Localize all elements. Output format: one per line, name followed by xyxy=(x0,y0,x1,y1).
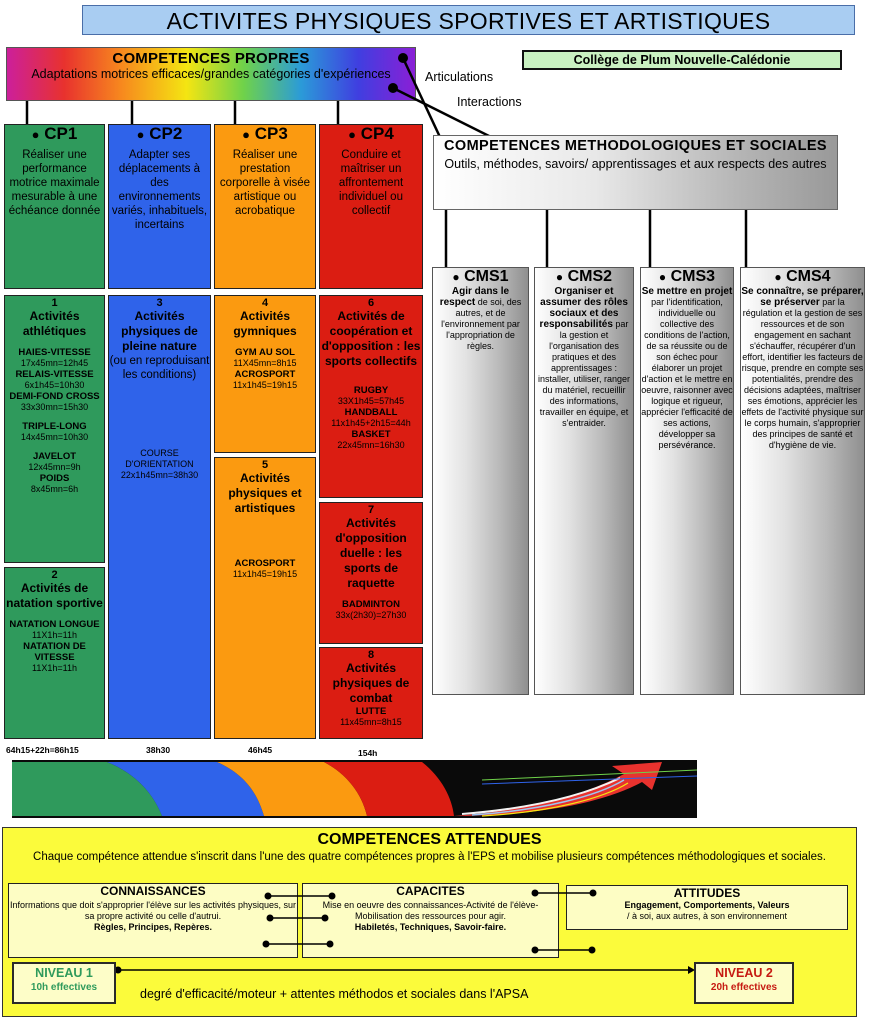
interactions-label: Interactions xyxy=(457,95,522,109)
niveau-2-title: NIVEAU 2 xyxy=(715,966,773,980)
attendues-title: COMPETENCES ATTENDUES xyxy=(317,831,542,848)
cms3-text: par l'identification, individuelle ou collective des conditions de l'action, de sa réussite ou de son échec pour élaborer un projet d'action et le mettre en oeuvre, raisonner avec logique et rigueur, apprécier l'efficacité de ses actions, développer sa persévérance. xyxy=(641,297,733,450)
cms1-code: CMS1 xyxy=(464,268,509,285)
cms-banner-subtitle: Outils, méthodes, savoirs/ apprentissages et aux respects des autres xyxy=(444,157,827,171)
degre-text: degré d'efficacité/moteur + attentes méthodos et sociales dans l'APSA xyxy=(140,987,529,1001)
cms3-bold: Se mettre en projet xyxy=(641,286,733,297)
cms-banner-title: COMPETENCES METHODOLOGIQUES ET SOCIALES xyxy=(444,138,827,154)
articulations-label: Articulations xyxy=(425,70,494,84)
cp1-box: ● CP1 Réaliser une performance motrice maximale mesurable à une échéance donnée xyxy=(4,124,105,289)
cms2-text: par la gestion et l'organisation des pratiques et des apprentissages : installer, utiliser, ranger du matériel, recueillir des informations, travailler en équipe, et s'entraider. xyxy=(537,319,631,428)
sport-name: ACROSPORT xyxy=(234,369,296,380)
sport-hours: 33x30mn=15h30 xyxy=(20,402,89,412)
sport-hours: 22x45mn=16h30 xyxy=(337,440,405,450)
cms4-box: ● CMS4 Se connaître, se préparer, se préserver par la régulation et la gestion de ses ressources et de son engagement en sachant s'échauffer, récupérer d'un effort, identifier les facteurs de risque, prendre en compte ses potentialités, prendre des décisions adaptées, maîtriser ses émotions, apprécier les effets de l'activité physique sur le corps humain, s'approprier des principes de santé et d'hygiène de vie. xyxy=(740,267,865,695)
attitudes-bold: Engagement, Comportements, Valeurs xyxy=(624,900,790,910)
activity-2-name: Activités de natation sportive xyxy=(6,581,103,610)
activity-3-name: Activités physiques de pleine nature xyxy=(121,309,198,353)
sport-hours: 11x1h45+2h15=44h xyxy=(331,418,411,428)
capacites-text: Mise en oeuvre des connaissances-Activité de l'élève-Mobilisation des ressources pour agir. xyxy=(322,900,539,921)
niveau-2-box xyxy=(694,962,794,1004)
sport-hours: 14x45mn=10h30 xyxy=(20,432,89,442)
cp2-box: ● CP2 Adapter ses déplacements à des environnements variés, inhabituels, incertains xyxy=(108,124,211,289)
total-cp1: 64h15+22h=86h15 xyxy=(6,745,79,755)
sport-hours: 11X1h=11h xyxy=(32,663,77,673)
activity-2-num: 2 xyxy=(51,569,58,581)
niveau-1-title: NIVEAU 1 xyxy=(35,966,93,980)
capacites-bold: Habiletés, Techniques, Savoir-faire. xyxy=(354,922,507,932)
sport-hours: 11x1h45=19h15 xyxy=(232,380,298,390)
sport-hours: 11x45mn=8h15 xyxy=(340,717,402,727)
sport-hours: 12x45mn=9h xyxy=(28,462,81,472)
cms4-text: par la régulation et la gestion de ses ressources et de son engagement en sachant s'échauffer, récupérer d'un effort, identifier les facteurs de risque, prendre en compte ses potentialités, prendre des décisions adaptées, maîtriser ses émotions, apprécier les effets de l'activité physique sur le corps humain, s'approprier des principes de santé et d'hygiène de vie. xyxy=(741,297,864,450)
sport-name: COURSE D'ORIENTATION xyxy=(125,448,194,469)
activity-8-name: Activités physiques de combat xyxy=(332,661,410,705)
activity-3-note: (ou en reproduisant les conditions) xyxy=(109,355,210,381)
sport-hours: 11X1h=11h xyxy=(32,630,77,640)
activity-5-num: 5 xyxy=(261,459,269,471)
sport-hours: 8x45mn=6h xyxy=(30,484,79,494)
activity-8-num: 8 xyxy=(367,649,375,661)
total-cp3: 46h45 xyxy=(248,745,273,755)
capacites-title: CAPACITES xyxy=(396,884,465,898)
connaissances-title: CONNAISSANCES xyxy=(100,884,206,898)
cp-banner-subtitle: Adaptations motrices efficaces/grandes catégories d'expériences xyxy=(31,67,391,81)
cp3-box: ● CP3 Réaliser une prestation corporelle à visée artistique ou acrobatique xyxy=(214,124,316,289)
niveau-1-hours: 10h effectives xyxy=(30,982,98,993)
cp1-code: CP1 xyxy=(44,124,78,143)
sport-hours: 11x1h45=19h15 xyxy=(232,569,298,579)
activity-4-num: 4 xyxy=(261,297,269,309)
cms3-box: ● CMS3 Se mettre en projet par l'identification, individuelle ou collective des conditions de l'action, de sa réussite ou de son échec pour élaborer un projet d'action et le mettre en oeuvre, raisonner avec logique et rigueur, apprécier l'efficacité de ses actions, développer sa persévérance. xyxy=(640,267,734,695)
sport-name: POIDS xyxy=(39,473,70,484)
attendues-subtitle: Chaque compétence attendue s'inscrit dans l'une des quatre compétences propres à l'EPS et mobilise plusieurs compétences méthodologiques et sociales. xyxy=(33,851,826,863)
cms1-text: de soi, des autres, et de l'environnement par l'appropriation de règles. xyxy=(441,297,522,351)
page-title: ACTIVITES PHYSIQUES SPORTIVES ET ARTISTIQUES xyxy=(82,5,855,35)
activity-7-num: 7 xyxy=(367,504,375,516)
connaissances-bold: Règles, Principes, Repères. xyxy=(93,922,213,932)
sport-name: DEMI-FOND CROSS xyxy=(9,391,100,402)
attitudes-text: / à soi, aux autres, à son environnement xyxy=(626,911,788,921)
niveau-1-box xyxy=(12,962,116,1004)
sport-hours: 33x(2h30)=27h30 xyxy=(335,610,407,620)
cms1-bold: Agir dans le respect xyxy=(439,286,510,308)
sport-name: GYM AU SOL xyxy=(235,347,295,358)
total-cp4: 154h xyxy=(358,748,378,758)
sport-name: BASKET xyxy=(351,429,391,440)
cp3-code: CP3 xyxy=(254,124,288,143)
connaissances-text: Informations que doit s'approprier l'élève sur les activités physiques, sur sa propre activité ou celle d'autrui. xyxy=(9,900,297,921)
cms2-code: CMS2 xyxy=(567,268,613,285)
cp1-text: Réaliser une performance motrice maximale mesurable à une échéance donnée xyxy=(8,149,101,217)
cms1-box: ● CMS1 Agir dans le respect de soi, des autres, et de l'environnement par l'appropriation de règles. xyxy=(432,267,529,695)
cp-banner-title: COMPETENCES PROPRES xyxy=(112,50,310,67)
sport-hours: 33X1h45=57h45 xyxy=(337,396,405,406)
sport-name: HAIES-VITESSE xyxy=(18,347,91,358)
college-label: Collège de Plum Nouvelle-Calédonie xyxy=(522,50,842,70)
niveau-2-hours: 20h effectives xyxy=(710,982,778,993)
activity-5-name: Activités physiques et artistiques xyxy=(228,471,302,515)
cms2-box: ● CMS2 Organiser et assumer des rôles sociaux et des responsabilités par la gestion et l'organisation des pratiques et des apprentissages : installer, utiliser, ranger du matériel, recueillir des informations, travailler en équipe, et s'entraider. xyxy=(534,267,634,695)
cms4-code: CMS4 xyxy=(786,268,831,285)
cp3-text: Réaliser une prestation corporelle à visée artistique ou acrobatique xyxy=(219,149,311,217)
cp4-text: Conduire et maîtriser un affrontement individuel ou collectif xyxy=(338,149,404,217)
activity-1-num: 1 xyxy=(51,297,58,309)
cp4-box: ● CP4 Conduire et maîtriser un affrontement individuel ou collectif xyxy=(319,124,423,289)
activity-6-name: Activités de coopération et d'opposition : les sports collectifs xyxy=(321,309,421,368)
activity-3-num: 3 xyxy=(156,297,163,309)
cp4-code: CP4 xyxy=(360,124,394,143)
attitudes-title: ATTITUDES xyxy=(673,886,741,900)
sport-name: ACROSPORT xyxy=(234,558,296,569)
activity-4-name: Activités gymniques xyxy=(233,309,297,338)
cms3-code: CMS3 xyxy=(670,268,716,285)
sport-name: LUTTE xyxy=(355,706,387,717)
sport-name: JAVELOT xyxy=(32,451,77,462)
cp2-code: CP2 xyxy=(149,124,183,143)
cms2-bold: Organiser et assumer des rôles sociaux et des responsabilités xyxy=(539,286,628,330)
activity-6-num: 6 xyxy=(367,297,375,309)
sport-name: NATATION DE VITESSE xyxy=(23,641,86,663)
sport-hours: 17x45mn=12h45 xyxy=(20,358,89,368)
cms4-bold: Se connaître, se préparer, se préserver xyxy=(741,286,864,308)
total-cp2: 38h30 xyxy=(146,745,171,755)
sport-name: RUGBY xyxy=(353,385,389,396)
sport-name: RELAIS-VITESSE xyxy=(15,369,94,380)
sport-hours: 6x1h45=10h30 xyxy=(24,380,85,390)
sport-hours: 22x1h45mn=38h30 xyxy=(120,470,199,480)
sport-hours: 11X45mn=8h15 xyxy=(233,358,297,368)
activity-1-name: Activités athlétiques xyxy=(22,309,87,338)
sport-name: BADMINTON xyxy=(342,599,400,610)
sport-name: HANDBALL xyxy=(344,407,398,418)
sport-name: NATATION LONGUE xyxy=(9,619,100,630)
sport-name: TRIPLE-LONG xyxy=(22,421,87,432)
cp2-text: Adapter ses déplacements à des environnements variés, inhabituels, incertains xyxy=(111,149,208,231)
activity-7-name: Activités d'opposition duelle : les sports de raquette xyxy=(335,516,407,590)
